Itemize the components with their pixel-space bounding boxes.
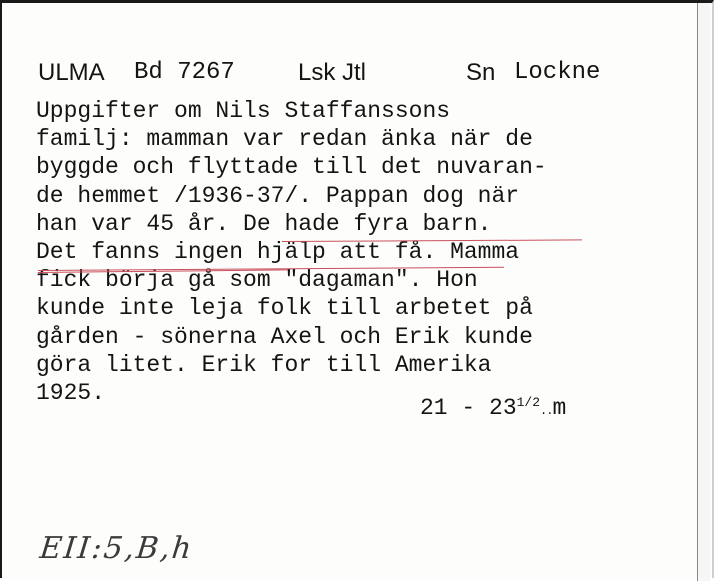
archive-label: ULMA	[38, 59, 105, 86]
body-line: kunde inte leja folk till arbetet på	[36, 295, 533, 322]
body-line: 1925.	[36, 379, 106, 406]
parish-name: Lockne	[514, 59, 601, 86]
parish-prefix: Sn	[466, 59, 496, 86]
body-line: gården - sönerna Axel och Erik kunde	[36, 323, 533, 350]
body-line: Det fanns ingen hjälp att få. Mamma	[36, 238, 520, 265]
measurement-dots: ..	[540, 404, 553, 418]
record-number: Bd 7267	[134, 59, 235, 86]
measurement-fraction: 1/2	[516, 395, 541, 410]
card-edge-strip	[697, 3, 710, 581]
handwritten-note	[40, 531, 210, 575]
body-line: familj: mamman var redan änka när de	[36, 126, 533, 153]
card-header	[38, 59, 658, 91]
measurement	[420, 395, 566, 421]
body-line: byggde och flyttade till det nuvaran-	[36, 154, 547, 181]
body-line: göra litet. Erik for till Amerika	[36, 351, 492, 378]
handwritten-signum: EII:5,B,h	[38, 531, 196, 566]
measurement-unit: m	[552, 395, 567, 421]
measurement-range: 21 - 23	[420, 395, 517, 421]
body-line: han var 45 år. De hade fyra barn.	[36, 210, 492, 237]
body-line: fick börja gå som "dagaman". Hon	[36, 267, 478, 294]
body-line: Uppgifter om Nils Staffanssons	[36, 98, 451, 124]
body-line: de hemmet /1936-37/. Pappan dog när	[36, 182, 520, 209]
county-label: Lsk Jtl	[298, 59, 367, 86]
card-body	[36, 97, 676, 407]
